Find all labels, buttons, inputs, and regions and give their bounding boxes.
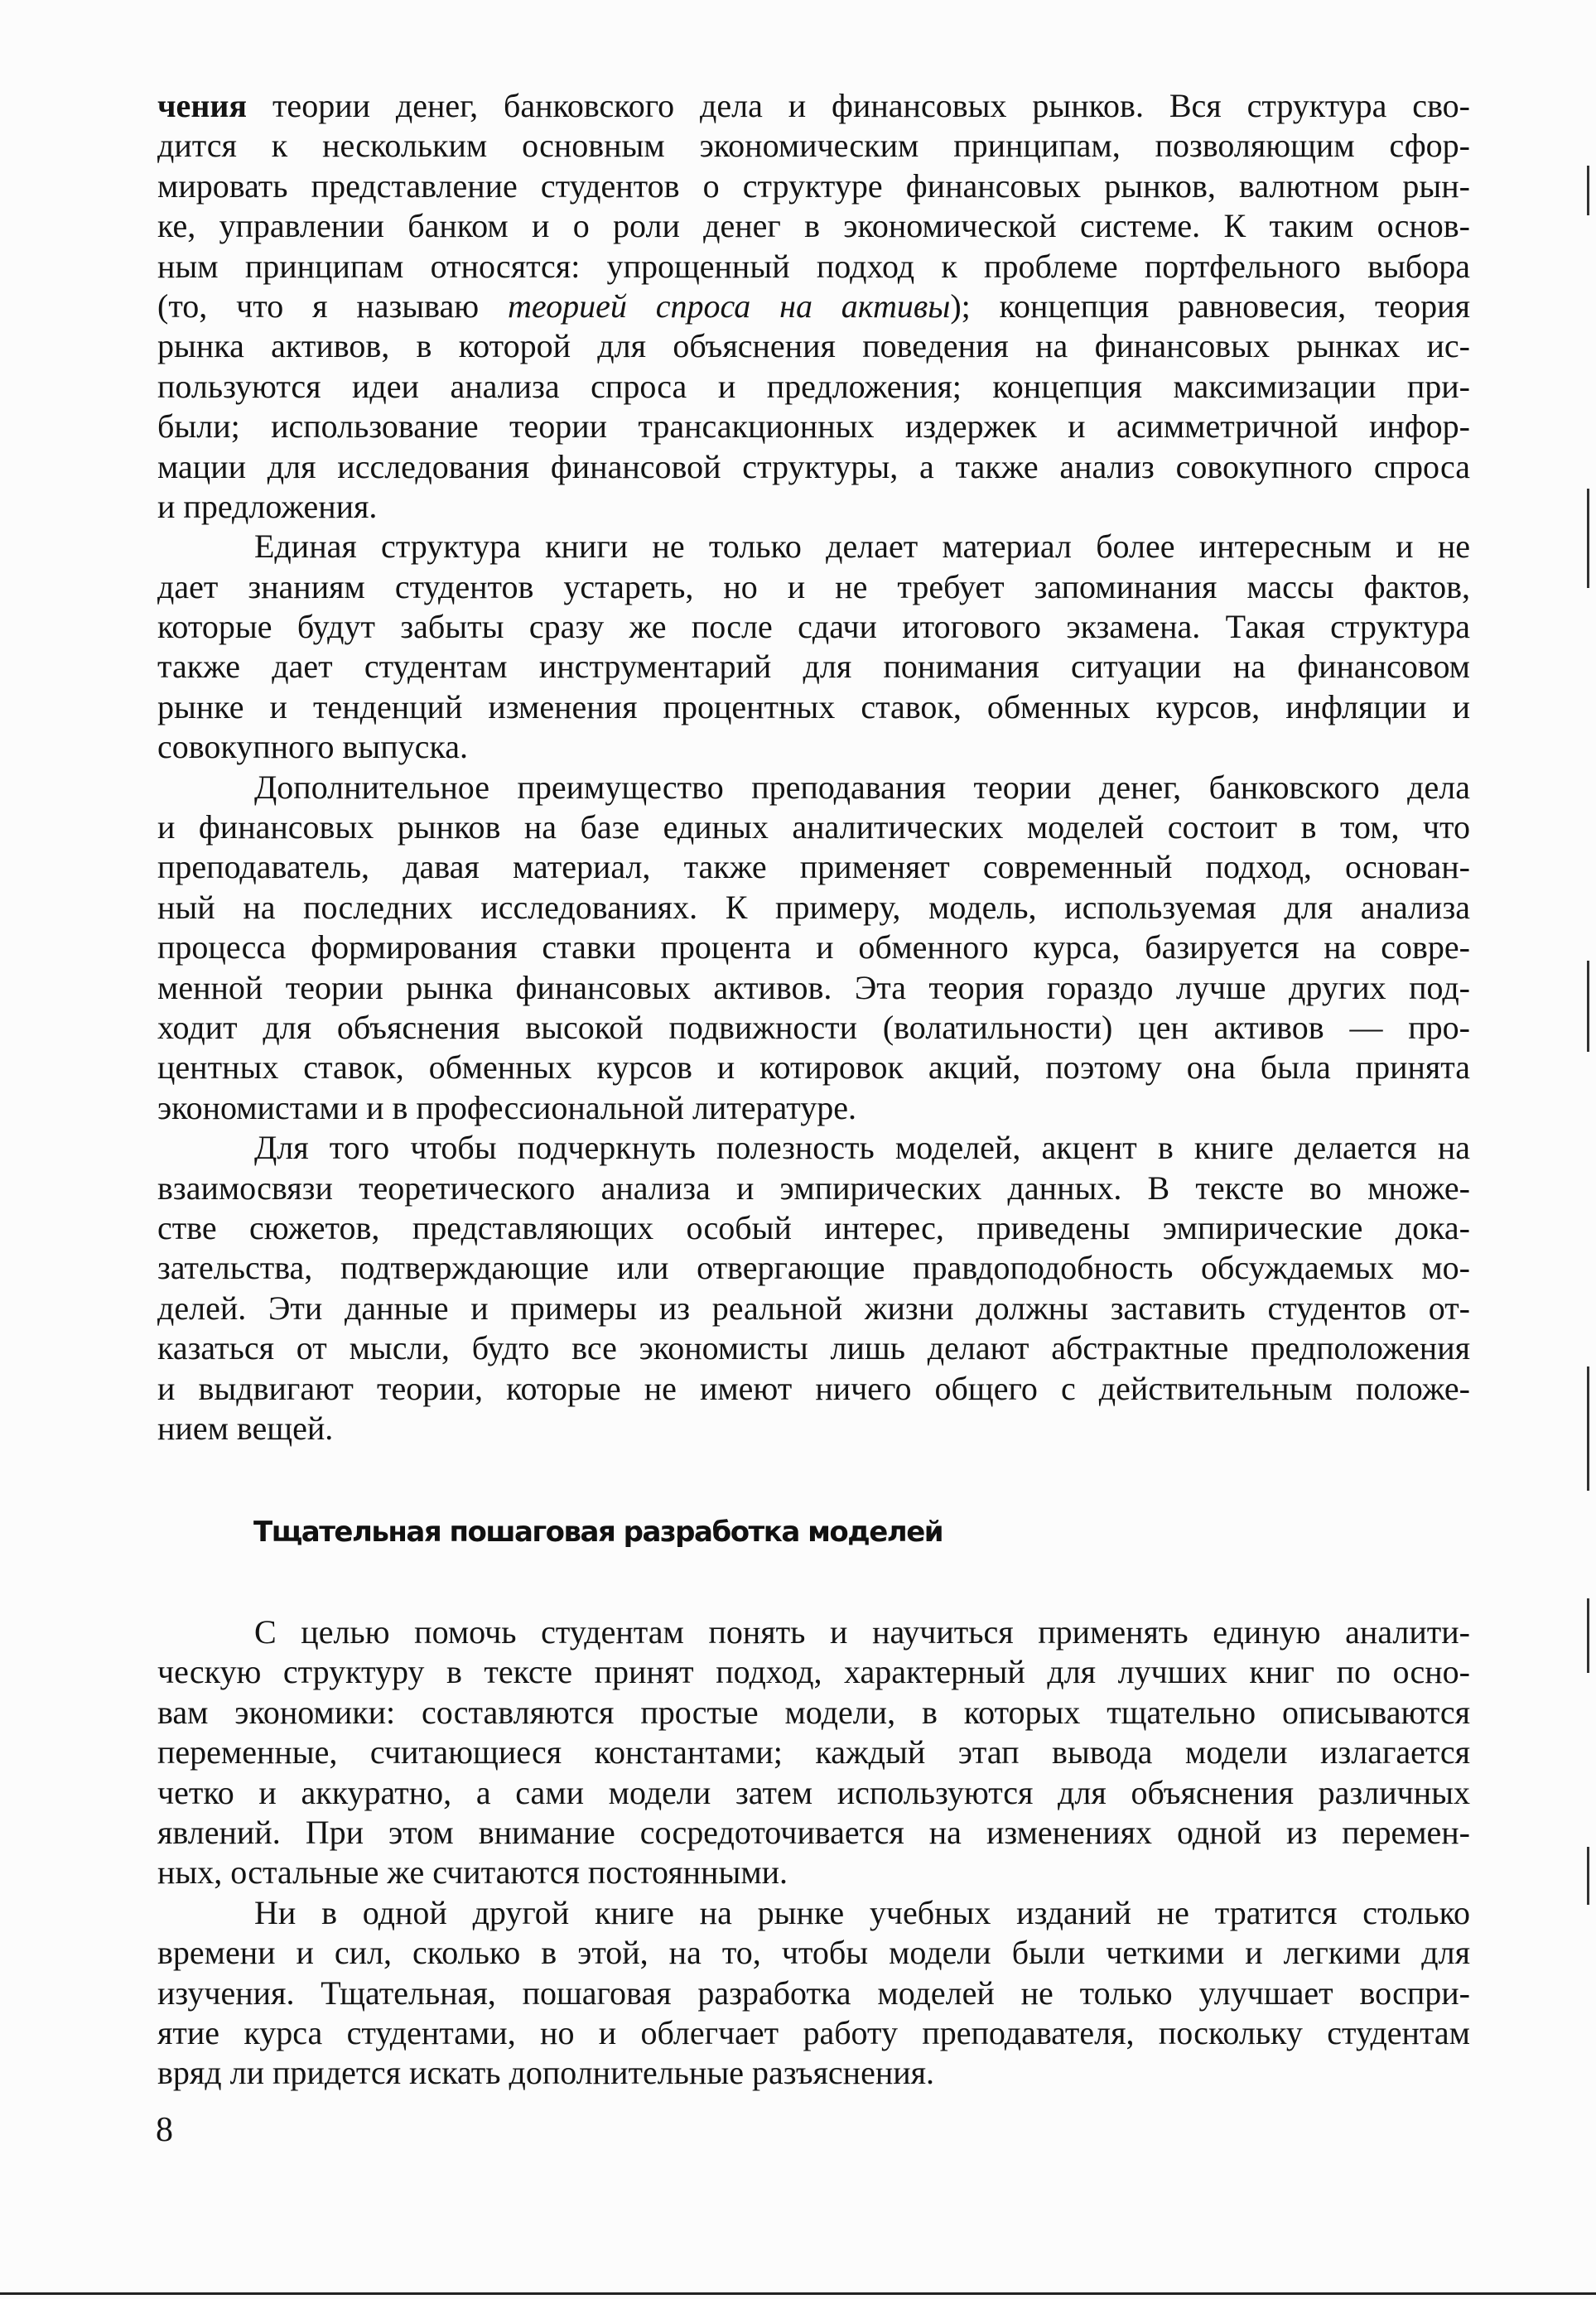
text-block-section [157,1612,1470,2094]
paragraph-line: С целью помочь студентам понять и научиться применять единую аналити- [254,1613,1470,1651]
paragraph-line [157,287,1470,326]
scan-artifact [1587,961,1589,1052]
paragraph-line: и финансовых рынков на базе единых аналитических моделей состоит в том, что [157,808,1470,846]
paragraph-line: экономистами и в профессиональной литературе. [157,1088,856,1126]
paragraph-line: Для того чтобы подчеркнуть полезность моделей, акцент в книге делается на [254,1129,1470,1167]
paragraph-line: дится к нескольким основным экономическим принципам, позволяющим сфор- [157,127,1470,165]
paragraph-line: времени и сил, сколько в этой, на то, чтобы модели были четкими и легкими для [157,1934,1470,1972]
paragraph-line: менной теории рынка финансовых активов. Эта теория гораздо лучше других под- [157,968,1470,1006]
paragraph-line: процесса формирования ставки процента и обменного курса, базируется на совре- [157,928,1470,966]
paragraph-line: взаимосвязи теоретического анализа и эмпирических данных. В тексте во множе- [157,1169,1470,1207]
paragraph-line: переменные, считающиеся константами; каждый этап вывода модели излагается [157,1733,1470,1771]
paragraph-line: пользуются идеи анализа спроса и предложения; концепция максимизации при- [157,367,1470,405]
paragraph-line: явлений. При этом внимание сосредоточивается на изменениях одной из перемен- [157,1813,1470,1851]
paragraph-line: которые будут забыты сразу же после сдачи итогового экзамена. Такая структура [157,608,1470,646]
paragraph-line: ческую структуру в тексте принят подход, характерный для лучших книг по осно- [157,1653,1470,1691]
scan-artifact [1587,166,1589,215]
paragraph-line: изучения. Тщательная, пошаговая разработка моделей не только улучшает воспри- [157,1974,1470,2012]
paragraph-line: рынка активов, в которой для объяснения поведения на финансовых рынках ис- [157,327,1470,365]
paragraph-line: зательства, подтверждающие или отвергающие правдоподобность обсуждаемых мо- [157,1249,1470,1287]
scan-artifact [1587,1847,1589,1905]
text-fragment: (то, что я называю [157,287,509,325]
paragraph-line: и выдвигают теории, которые не имеют ничего общего с действительным положе- [157,1369,1470,1407]
paragraph-line: делей. Эти данные и примеры из реальной жизни должны заставить студентов от- [157,1289,1470,1327]
paragraph-line: также дает студентам инструментарий для понимания ситуации на финансовом [157,648,1470,686]
scan-artifact [1587,489,1589,588]
paragraph-line [157,86,1470,126]
paragraph-line: стве сюжетов, представляющих особый интерес, приведены эмпирические дока- [157,1208,1470,1246]
section-heading: Тщательная пошаговая разработка моделей [253,1516,943,1549]
paragraph-line: Ни в одной другой книге на рынке учебных изданий не тратится столько [254,1893,1470,1931]
paragraph-line: ный на последних исследованиях. К примеру, модель, используемая для анализа [157,888,1470,926]
paragraph-line: Единая структура книги не только делает материал более интересным и не [254,528,1470,566]
paragraph-line: нием вещей. [157,1409,334,1447]
paragraph-line: четко и аккуратно, а сами модели затем используются для объяснения различных [157,1773,1470,1811]
paragraph-line: и предложения. [157,487,378,525]
page-number: 8 [156,2111,173,2149]
paragraph-line: казаться от мысли, будто все экономисты лишь делают абстрактные предположения [157,1329,1470,1367]
paragraph-line: центных ставок, обменных курсов и котировок акций, поэтому она была принята [157,1048,1470,1087]
paragraph-line: вам экономики: составляются простые модели, в которых тщательно описываются [157,1693,1470,1731]
paragraph-line: ке, управлении банком и о роли денег в экономической системе. К таким основ- [157,207,1470,245]
scan-artifact [1587,1598,1589,1673]
paragraph-line: совокупного выпуска. [157,728,468,766]
paragraph-line: Дополнительное преимущество преподавания теории денег, банковского дела [254,768,1470,806]
paragraph-line: ным принципам относятся: упрощенный подход к проблеме портфельного выбора [157,247,1470,285]
text-block-main [157,86,1470,1448]
paragraph-line: рынке и тенденций изменения процентных ставок, обменных курсов, инфляции и [157,687,1470,725]
paragraph-line: вряд ли придется искать дополнительные разъяснения. [157,2054,935,2092]
text-fragment: теории денег, банковского дела и финансовых рынков. Вся структура сво- [247,87,1470,124]
page-bottom-edge [0,2292,1596,2295]
paragraph-line: дает знаниям студентов устареть, но и не требует запоминания массы фактов, [157,567,1470,605]
paragraph-line: были; использование теории трансакционных издержек и асимметричной инфор- [157,407,1470,446]
paragraph-line: мировать представление студентов о структуре финансовых рынков, валютном рын- [157,166,1470,205]
paragraph-line: ятие курса студентами, но и облегчает работу преподавателя, поскольку студентам [157,2013,1470,2051]
italic-term: теорией спроса на активы [508,287,951,325]
paragraph-line: ных, остальные же считаются постоянными. [157,1853,788,1892]
paragraph-line: преподаватель, давая материал, также применяет современный подход, основан- [157,848,1470,886]
text-fragment: ); концепция равновесия, теория [950,287,1470,325]
bold-fragment: чения [157,87,248,124]
paragraph-line: мации для исследования финансовой структуры, а также анализ совокупного спроса [157,447,1470,485]
scan-artifact [1587,1366,1589,1491]
paragraph-line: ходит для объяснения высокой подвижности (волатильности) цен активов — про- [157,1008,1470,1046]
